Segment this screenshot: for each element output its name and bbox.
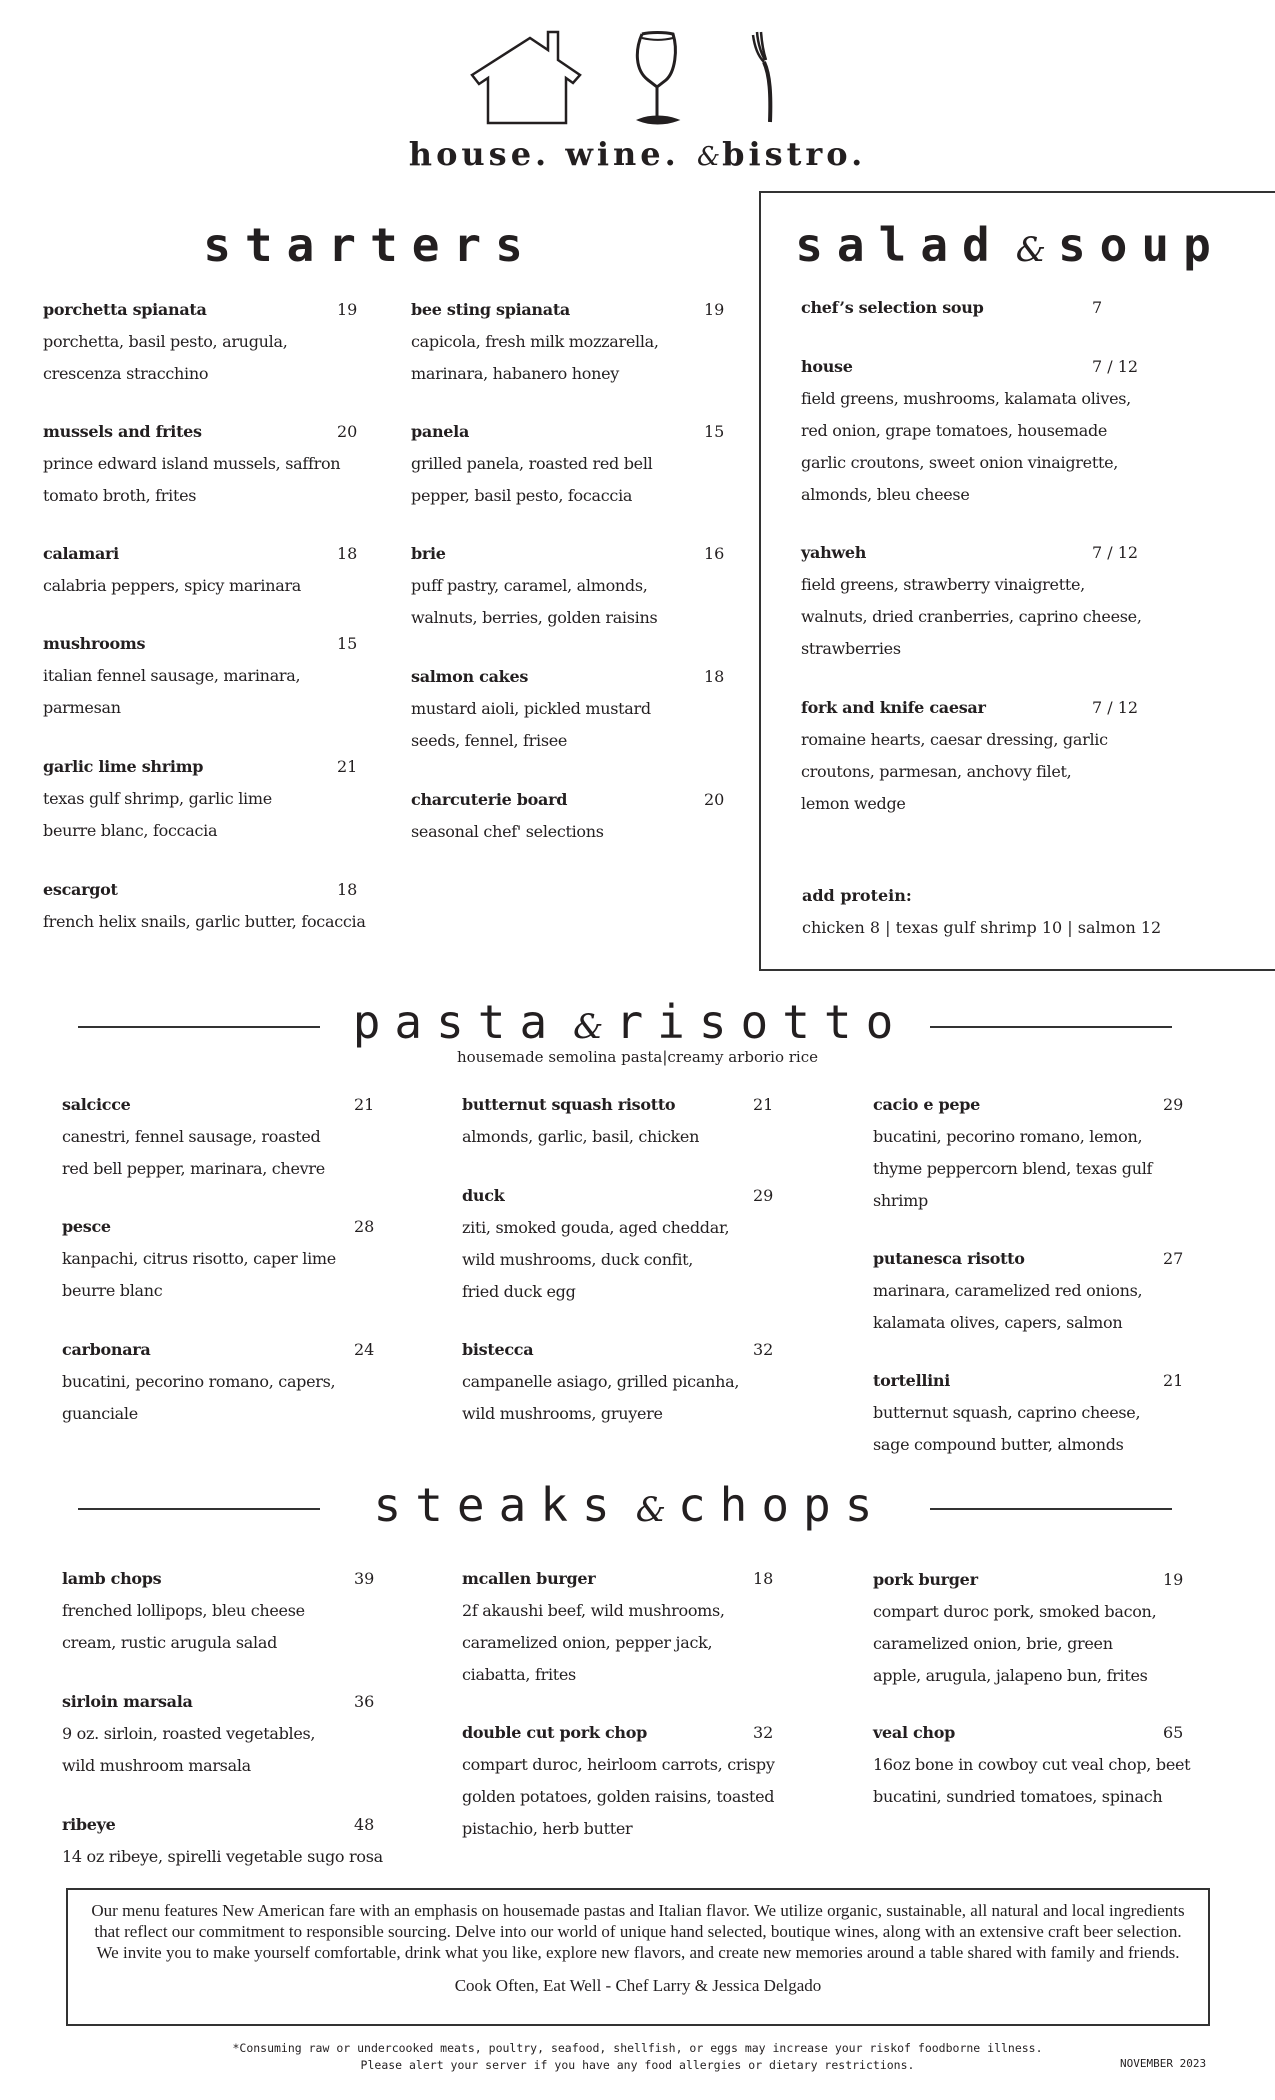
menu-item-description-line: beurre blanc [62,1281,163,1300]
menu-item-price: 7 / 12 [1092,357,1139,376]
menu-item-price: 15 [337,634,358,653]
menu-item-name: chef’s selection soup [801,298,984,317]
divider-rule-left [78,1508,320,1510]
menu-item-description-line: field greens, mushrooms, kalamata olives, [801,389,1131,408]
menu-item-price: 18 [337,544,358,563]
menu-item-description-line: walnuts, berries, golden raisins [411,608,658,627]
heading-part2: chops [677,1478,887,1532]
brand-name-part1: house. wine. [408,135,680,173]
menu-item-price: 65 [1163,1723,1184,1742]
menu-item-price: 19 [337,300,358,319]
heading-part1: steaks [373,1478,624,1532]
menu-item-price: 20 [704,790,725,809]
menu-item-name: yahweh [801,543,867,562]
menu-item-description-line: lemon wedge [801,794,906,813]
menu-item-price: 18 [337,880,358,899]
heading-part1: pasta [352,995,562,1049]
menu-item-description-line: red onion, grape tomatoes, housemade [801,421,1108,440]
menu-item-description-line: almonds, garlic, basil, chicken [462,1127,700,1146]
ampersand-glyph: & [635,1490,666,1530]
menu-item-description-line: ziti, smoked gouda, aged cheddar, [462,1218,730,1237]
heading-part2: soup [1057,218,1225,272]
ampersand-glyph: & [573,1007,604,1047]
menu-item-price: 7 [1092,298,1103,317]
logo-icons [470,30,810,125]
menu-item-price: 27 [1163,1249,1184,1268]
menu-item-price: 32 [753,1723,774,1742]
menu-item-description-line: thyme peppercorn blend, texas gulf [873,1159,1153,1178]
menu-item-price: 7 / 12 [1092,698,1139,717]
menu-item-price: 21 [354,1095,375,1114]
menu-item-price: 15 [704,422,725,441]
menu-item-price: 36 [354,1692,375,1711]
menu-item-name: duck [462,1186,505,1205]
fork-icon [753,32,770,122]
menu-item-price: 16 [704,544,725,563]
menu-item-name: salcicce [62,1095,131,1114]
menu-item-description-line: french helix snails, garlic butter, focaccia [43,912,366,931]
menu-item-description-line: caramelized onion, pepper jack, [462,1633,713,1652]
menu-item-name: mushrooms [43,634,146,653]
menu-item-name: mussels and frites [43,422,202,441]
menu-item-price: 48 [354,1815,375,1834]
menu-item-description-line: calabria peppers, spicy marinara [43,576,302,595]
menu-item-description-line: pistachio, herb butter [462,1819,633,1838]
divider-rule-right [930,1508,1172,1510]
about-text: Our menu features New American fare with an emphasis on housemade pastas and Italian flavor. We utilize organic, sustainable, all natural and local ingredients that reflect our commitment to responsible sourcing. Delve into our world of unique hand selected, boutique wines, along with an extensive craft beer selection. We invite you to make yourself comfortable, drink what you like, explore new flavors, and create new memories around a table shared with family and friends. [91,1901,1185,1962]
menu-item-description-line: croutons, parmesan, anchovy filet, [801,762,1072,781]
menu-item-name: ribeye [62,1815,116,1834]
menu-item-description-line: kalamata olives, capers, salmon [873,1313,1123,1332]
menu-item-name: fork and knife caesar [801,698,986,717]
menu-item-name: pesce [62,1217,111,1236]
menu-item-price: 7 / 12 [1092,543,1139,562]
menu-item-description-line: texas gulf shrimp, garlic lime [43,789,272,808]
brand-name-part2: bistro. [722,135,867,173]
menu-item-name: cacio e pepe [873,1095,981,1114]
menu-item-price: 21 [753,1095,774,1114]
chef-signature: Cook Often, Eat Well - Chef Larry & Jessica Delgado [454,1976,822,1995]
steaks-chops-heading [340,1478,920,1532]
menu-item-price: 21 [1163,1371,1184,1390]
brand-wordmark [0,135,1275,173]
menu-item-description-line: 16oz bone in cowboy cut veal chop, beet [873,1755,1191,1774]
menu-item-price: 29 [753,1186,774,1205]
menu-item-price: 28 [354,1217,375,1236]
menu-item-description-line: kanpachi, citrus risotto, caper lime [62,1249,336,1268]
starters-heading: starters [203,218,537,272]
add-protein-options: chicken 8 | texas gulf shrimp 10 | salmon 12 [802,918,1162,937]
menu-item-name: veal chop [873,1723,956,1742]
menu-item-price: 32 [753,1340,774,1359]
menu-item-description-line: apple, arugula, jalapeno bun, frites [873,1666,1148,1685]
menu-item-description-line: wild mushrooms, duck confit, [462,1250,694,1269]
menu-item-description-line: marinara, habanero honey [411,364,619,383]
menu-item-description-line: parmesan [43,698,121,717]
pasta-risotto-heading [340,995,920,1049]
menu-item-name: panela [411,422,470,441]
menu-item-name: charcuterie board [411,790,568,809]
menu-item-description-line: sage compound butter, almonds [873,1435,1124,1454]
menu-item-name: porchetta spianata [43,300,207,319]
menu-item-description-line: guanciale [62,1404,138,1423]
menu-item-name: sirloin marsala [62,1692,193,1711]
menu-item-price: 29 [1163,1095,1184,1114]
menu-item-price: 18 [753,1569,774,1588]
menu-item-name: putanesca risotto [873,1249,1025,1268]
menu-item-name: salmon cakes [411,667,529,686]
menu-item-name: tortellini [873,1371,951,1390]
menu-item-name: carbonara [62,1340,151,1359]
menu-item-name: double cut pork chop [462,1723,648,1742]
menu-item-description-line: field greens, strawberry vinaigrette, [801,575,1085,594]
menu-item-description-line: mustard aioli, pickled mustard [411,699,651,718]
menu-item-name: escargot [43,880,118,899]
menu-item-description-line: marinara, caramelized red onions, [873,1281,1143,1300]
menu-item-name: lamb chops [62,1569,162,1588]
menu-item-description-line: red bell pepper, marinara, chevre [62,1159,325,1178]
menu-item-description-line: walnuts, dried cranberries, caprino cheese, [801,607,1142,626]
menu-item-description-line: canestri, fennel sausage, roasted [62,1127,321,1146]
menu-item-name: bistecca [462,1340,534,1359]
menu-item-description-line: 14 oz ribeye, spirelli vegetable sugo rosa [62,1847,383,1866]
divider-rule-left [78,1026,320,1028]
menu-item-description-line: wild mushrooms, gruyere [462,1404,663,1423]
menu-item-description-line: butternut squash, caprino cheese, [873,1403,1141,1422]
menu-item-description-line: capicola, fresh milk mozzarella, [411,332,659,351]
menu-item-description-line: romaine hearts, caesar dressing, garlic [801,730,1108,749]
menu-item-price: 19 [704,300,725,319]
menu-item-description-line: crescenza stracchino [43,364,209,383]
menu-item-description-line: compart duroc, heirloom carrots, crispy [462,1755,775,1774]
menu-item-name: calamari [43,544,119,563]
menu-item-price: 21 [337,757,358,776]
menu-item-name: mcallen burger [462,1569,596,1588]
salad-soup-heading [780,218,1240,272]
ampersand-glyph: & [696,142,721,172]
menu-item-description-line: shrimp [873,1191,928,1210]
menu-item-description-line: porchetta, basil pesto, arugula, [43,332,288,351]
menu-item-description-line: bucatini, pecorino romano, lemon, [873,1127,1143,1146]
menu-item-price: 39 [354,1569,375,1588]
menu-item-description-line: frenched lollipops, bleu cheese [62,1601,305,1620]
menu-item-description-line: wild mushroom marsala [62,1756,251,1775]
menu-item-description-line: pepper, basil pesto, focaccia [411,486,633,505]
menu-item-price: 20 [337,422,358,441]
menu-item-description-line: cream, rustic arugula salad [62,1633,278,1652]
menu-item-description-line: garlic croutons, sweet onion vinaigrette, [801,453,1119,472]
menu-item-price: 19 [1163,1570,1184,1589]
menu-item-description-line: italian fennel sausage, marinara, [43,666,301,685]
menu-item-description-line: almonds, bleu cheese [801,485,970,504]
menu-item-description-line: beurre blanc, foccacia [43,821,218,840]
ampersand-glyph: & [1015,230,1046,270]
heading-part1: salad [795,218,1004,272]
menu-item-description-line: fried duck egg [462,1282,576,1301]
menu-item-price: 24 [354,1340,375,1359]
menu-item-name: brie [411,544,446,563]
menu-item-description-line: tomato broth, frites [43,486,197,505]
menu-item-name: butternut squash risotto [462,1095,676,1114]
add-protein-label: add protein: [802,886,912,905]
menu-item-name: house [801,357,853,376]
heading-part2: risotto [615,995,908,1049]
menu-item-price: 18 [704,667,725,686]
menu-item-description-line: campanelle asiago, grilled picanha, [462,1372,740,1391]
house-icon [472,32,580,123]
menu-item-description-line: bucatini, pecorino romano, capers, [62,1372,336,1391]
wine-glass-icon [637,33,676,124]
menu-item-description-line: 2f akaushi beef, wild mushrooms, [462,1601,725,1620]
menu-item-name: bee sting spianata [411,300,570,319]
menu-item-description-line: bucatini, sundried tomatoes, spinach [873,1787,1163,1806]
menu-item-description-line: seasonal chef' selections [411,822,604,841]
menu-item-description-line: prince edward island mussels, saffron [43,454,341,473]
disclaimer-line-2: Please alert your server if you have any food allergies or dietary restrictions. [360,2058,915,2072]
menu-item-name: garlic lime shrimp [43,757,204,776]
menu-item-description-line: caramelized onion, brie, green [873,1634,1113,1653]
pasta-subtitle: housemade semolina pasta|creamy arborio rice [456,1048,819,1066]
divider-rule-right [930,1026,1172,1028]
menu-item-description-line: strawberries [801,639,901,658]
about-box [66,1888,1210,2026]
menu-item-description-line: puff pastry, caramel, almonds, [411,576,648,595]
menu-item-description-line: compart duroc pork, smoked bacon, [873,1602,1157,1621]
disclaimer-line-1: *Consuming raw or undercooked meats, poultry, seafood, shellfish, or eggs may increase your riskof foodborne illness. [232,2041,1043,2055]
menu-item-name: pork burger [873,1570,978,1589]
menu-item-description-line: grilled panela, roasted red bell [411,454,653,473]
food-safety-disclaimer [0,2040,1275,2074]
menu-item-description-line: golden potatoes, golden raisins, toasted [462,1787,775,1806]
menu-date: NOVEMBER 2023 [1120,2057,1207,2070]
menu-item-description-line: seeds, fennel, frisee [411,731,568,750]
menu-item-description-line: 9 oz. sirloin, roasted vegetables, [62,1724,316,1743]
menu-item-description-line: ciabatta, frites [462,1665,576,1684]
